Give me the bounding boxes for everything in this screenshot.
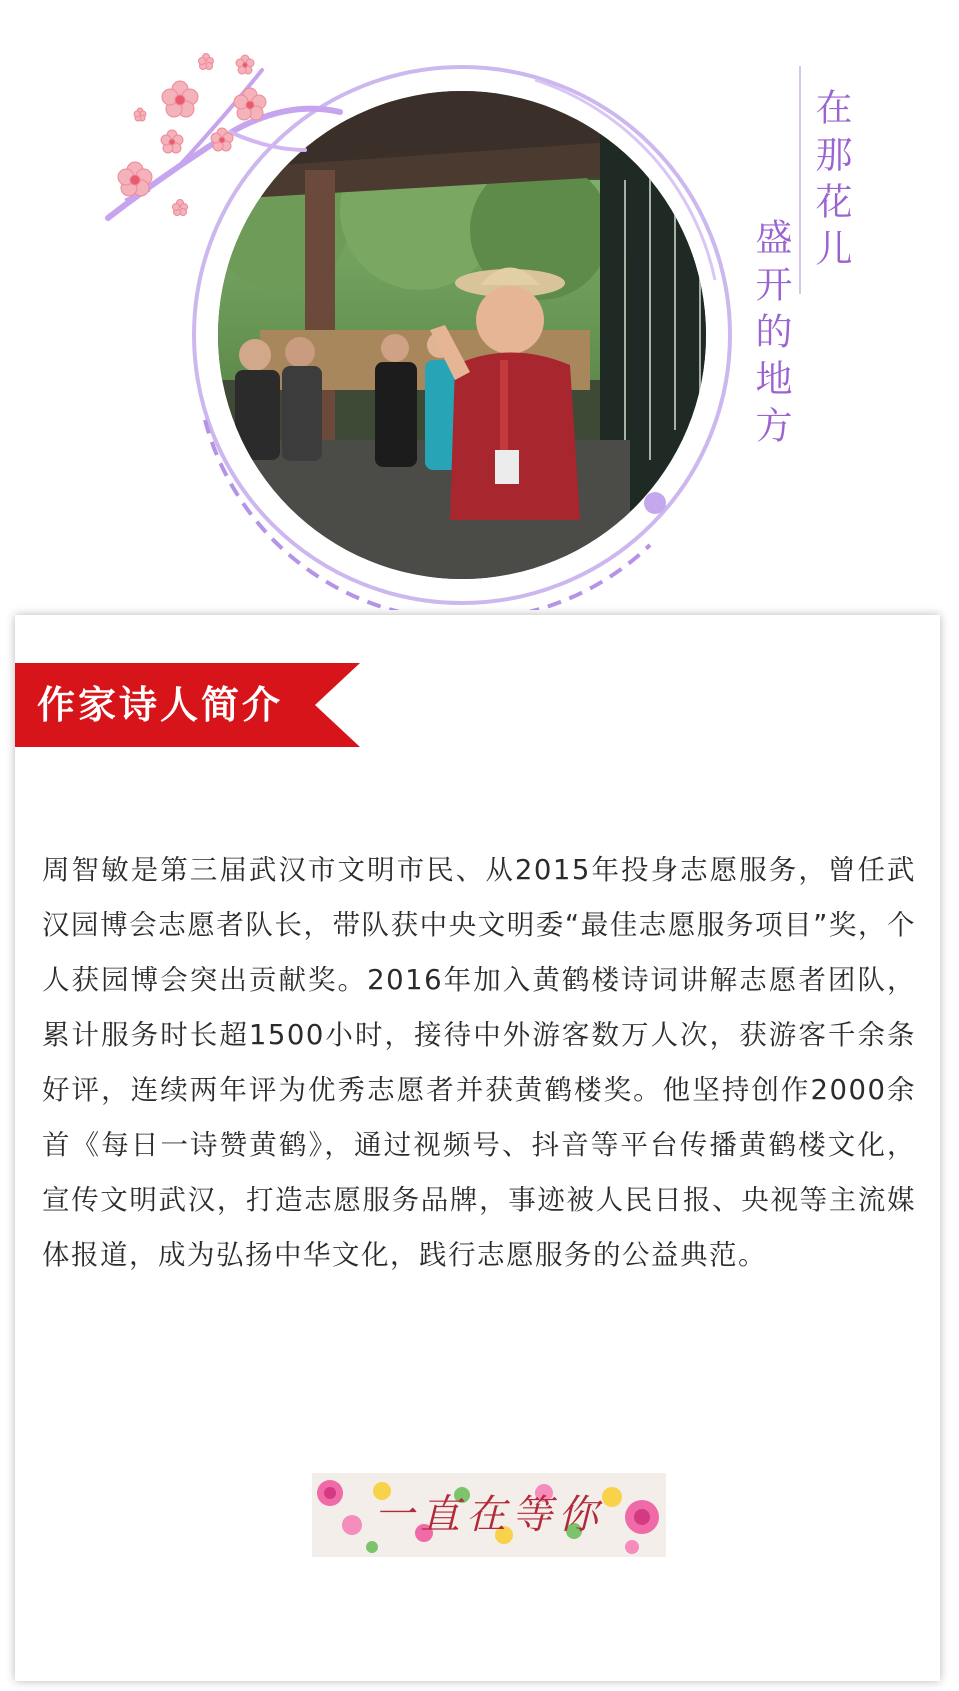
portrait-photo	[210, 80, 720, 600]
section-title: 作家诗人简介	[37, 683, 284, 727]
bio-card	[15, 615, 940, 1681]
bio-text: 周智敏是第三届武汉市文明市民、从2015年投身志愿服务，曾任武汉园博会志愿者队长，带队获中央文明委“最佳志愿服务项目”奖，个人获园博会突出贡献奖。2016年加入黄鹤楼诗词讲解志愿者团队，累计服务时长超1500小时，接待中外游客数万人次，获游客千余条好评，连续两年评为优秀志愿者并获黄鹤楼奖。他坚持创作2000余首《每日一诗赞黄鹤》，通过视频号、抖音等平台传播黄鹤楼文化，宣传文明武汉，打造志愿服务品牌，事迹被人民日报、央视等主流媒体报道，成为弘扬中华文化，践行志愿服务的公益典范。	[42, 854, 916, 1271]
vertical-divider	[799, 66, 801, 294]
vertical-title-line1: 在那花儿	[809, 88, 852, 276]
hero-header	[0, 0, 959, 610]
section-ribbon	[15, 663, 360, 747]
vertical-title-line2: 盛开的地方	[749, 218, 792, 453]
closing-banner-text: 一直在等你	[374, 1492, 604, 1538]
closing-banner	[312, 1473, 666, 1557]
